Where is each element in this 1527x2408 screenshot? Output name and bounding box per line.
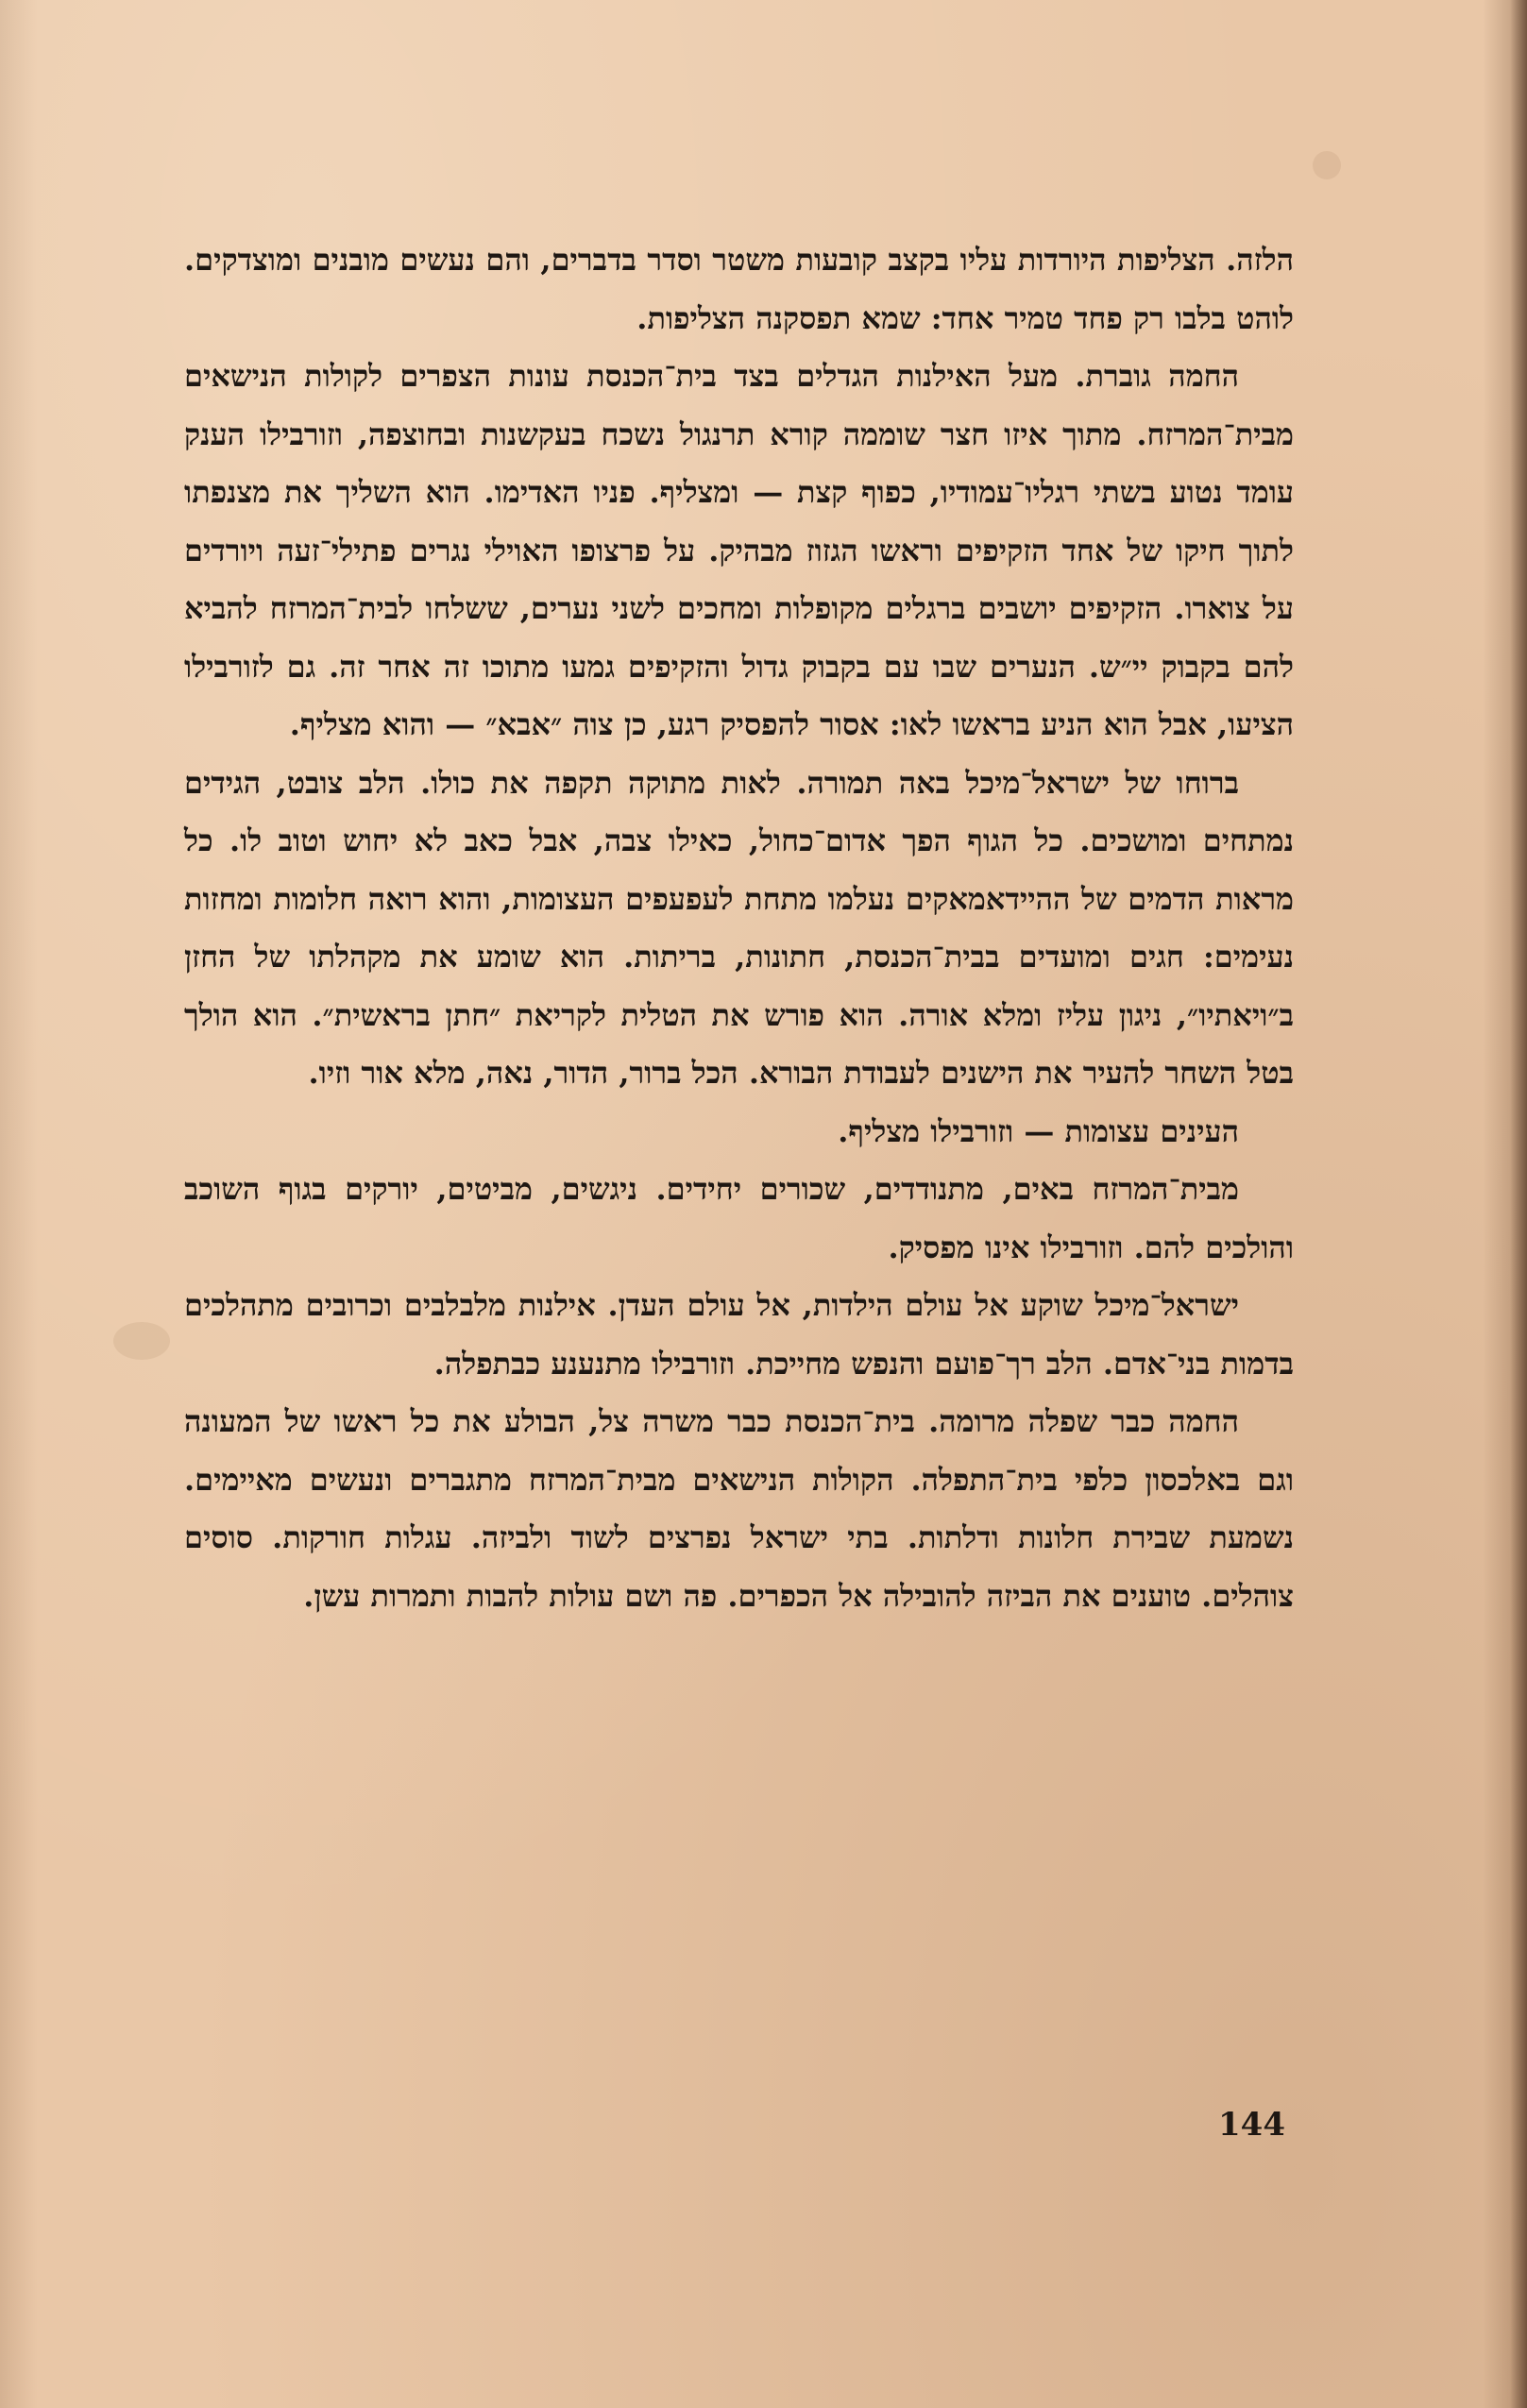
paragraph: ברוחו של ישראל־מיכל באה תמורה. לאות מתוקה תקפה את כולו. הלב צובט, הגידים נמתחים ומושכים. כל הגוף הפך אדום־כחול, כאילו צבה, אבל כאב לא יחוש וטוב לו. כל מראות הדמים של ההיידאמאקים נעלמו מתחת לעפעפים העצומות, והוא רואה חלומות ומחזות נעימים: חגים ומועדים בבית־הכנסת, חתונות, בריתות. הוא שומע את מקהלתו של החזן ב״ויאתיו״, ניגון עליז ומלא אורה. הוא פורש את הטלית לקריאת ״חתן בראשית״. הוא הולך בטל השחר להעיר את הישנים לעבודת הבורא. הכל ברור, הדור, נאה, מלא אור וזיו. [184,764,1295,1091]
paragraph: העינים עצומות — וזורבילו מצליף. [838,1112,1239,1149]
page-number: 144 [1218,2106,1285,2144]
paragraph: החמה כבר שפלה מרומה. בית־הכנסת כבר משרה צל, הבולע את כל ראשו של המעונה וגם באלכסון כלפי בית־התפלה. הקולות הנישאים מבית־המרזח מתגברים ונעשים מאיימים. נשמעת שבירת חלונות ודלתות. בתי ישראל נפרצים לשוד ולביזה. עגלות חורקות. סוסים צוהלים. טוענים את הביזה להובילה אל הכפרים. פה ושם עולות להבות ותמרות עשן. [184,1403,1295,1614]
paper-stain [1313,151,1341,179]
body-text [184,231,1294,1625]
paragraph: ישראל־מיכל שוקע אל עולם הילדות, אל עולם העדן. אילנות מלבלבים וכרובים מתהלכים בדמות בני־אדם. הלב רך־פועם והנפש מחייכת. וזורבילו מתנענע כבתפלה. [184,1287,1294,1382]
page-edge-shadow [1510,0,1527,2408]
paper-stain [113,1322,170,1360]
paragraph: מבית־המרזח באים, מתנודדים, שכורים יחידים. ניגשים, מביטים, יורקים בגוף השוכב והולכים להם. וזורבילו אינו מפסיק. [184,1171,1294,1265]
paragraph: החמה גוברת. מעל האילנות הגדלים בצד בית־הכנסת עונות הצפרים לקולות הנישאים מבית־המרזח. מתוך איזו חצר שוממה קורא תרנגול נשכח בעקשנות ובחוצפה, וזורבילו הענק עומד נטוע בשתי רגליו־עמודיו, כפוף קצת — ומצליף. פניו האדימו. הוא השליך את מצנפתו לתוך חיקו של אחד הזקיפים וראשו הגזוז מבהיק. על פרצופו האוילי נגרים פתילי־זעה ויורדים על צוארו. הזקיפים יושבים ברגלים מקופלות ומחכים לשני נערים, ששלחו לבית־המרזח להביא להם בקבוק יי״ש. הנערים שבו עם בקבוק גדול והזקיפים גמעו מתוכו זה אחר זה. גם לזורבילו הציעו, אבל הוא הניע בראשו לאו: אסור להפסיק רגע, כן צוה ״אבא״ — והוא מצליף. [184,358,1294,742]
paragraph: הלזה. הצליפות היורדות עליו בקצב קובעות משטר וסדר בדברים, והם נעשים מובנים ומוצדקים. לוהט בלבו רק פחד טמיר אחד: שמא תפסקנה הצליפות. [184,242,1294,336]
